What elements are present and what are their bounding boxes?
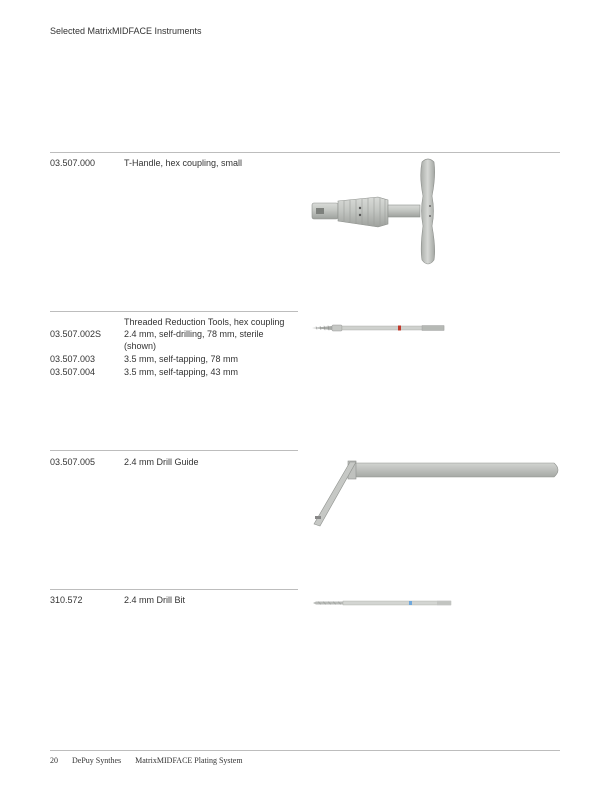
item-description: T-Handle, hex coupling, small: [124, 158, 243, 168]
page-number: 20: [50, 756, 58, 765]
item-code: 03.507.003: [50, 354, 96, 364]
page-header: Selected MatrixMIDFACE Instruments: [50, 26, 202, 36]
item-description: 2.4 mm Drill Bit: [124, 595, 186, 605]
drill-guide-icon: [310, 458, 562, 530]
page-footer: [50, 756, 255, 765]
group-heading: Threaded Reduction Tools, hex coupling: [124, 317, 285, 327]
item-description: 3.5 mm, self-tapping, 43 mm: [124, 367, 239, 377]
product-name: MatrixMIDFACE Plating System: [135, 756, 243, 765]
section-divider: [50, 450, 298, 451]
item-code: 03.507.004: [50, 367, 96, 377]
footer-divider: [50, 750, 560, 751]
item-code: 03.507.002S: [50, 329, 102, 339]
item-description: 2.4 mm Drill Guide: [124, 457, 199, 467]
item-code: 03.507.000: [50, 158, 96, 168]
brand-name: DePuy Synthes: [72, 756, 122, 765]
item-code: 310.572: [50, 595, 83, 605]
section-divider: [50, 311, 298, 312]
section-divider: [50, 589, 298, 590]
t-handle-icon: [308, 156, 448, 271]
item-code: 03.507.005: [50, 457, 96, 467]
drill-bit-icon: [313, 599, 453, 607]
section-divider: [50, 152, 560, 153]
item-description-note: (shown): [124, 341, 157, 351]
reduction-tool-icon: [312, 322, 447, 334]
item-description: 3.5 mm, self-tapping, 78 mm: [124, 354, 239, 364]
item-description: 2.4 mm, self-drilling, 78 mm, sterile: [124, 329, 264, 339]
